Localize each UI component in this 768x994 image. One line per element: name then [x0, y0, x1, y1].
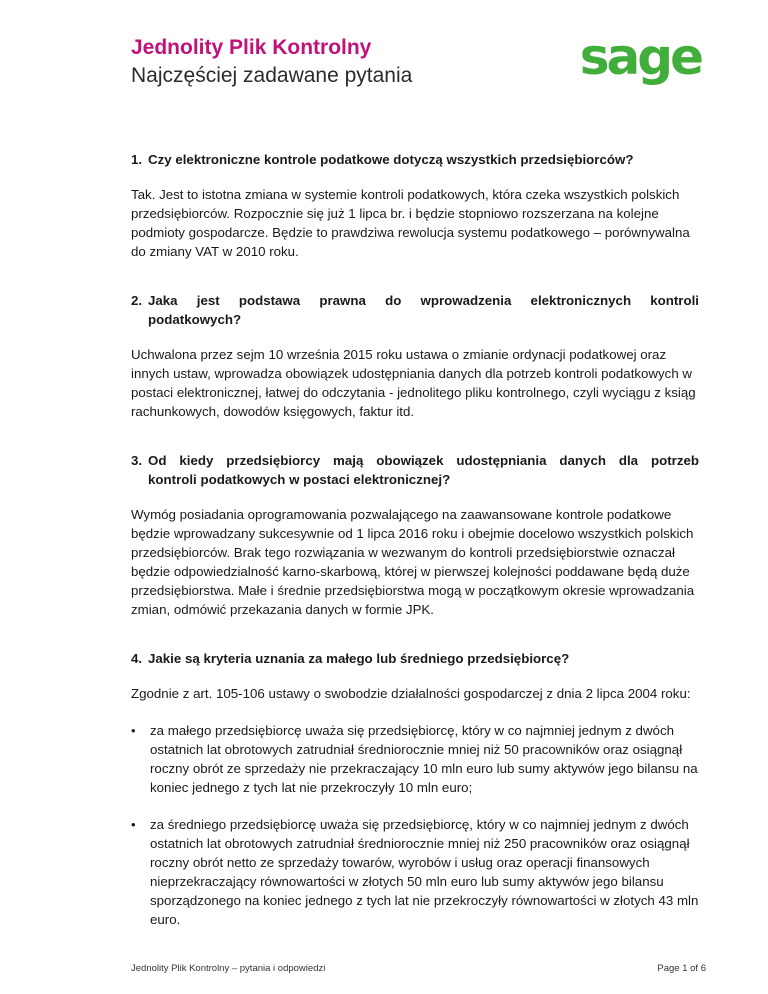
- list-item: [131, 815, 699, 929]
- document-header: [131, 28, 701, 96]
- footer-title: Jednolity Plik Kontrolny – pytania i odpowiedzi: [131, 963, 326, 974]
- bullet-icon: •: [131, 817, 136, 832]
- question-2-text-line2: podatkowych?: [148, 312, 242, 327]
- list-item-text: za średniego przedsiębiorcę uważa się przedsiębiorcę, który w co najmniej jednym z dwóch ostatnich lat obrotowych zatrudniał średniorocznie mniej niż 250 pracowników oraz osiągnął roczny obrót netto ze sprzedaży towarów, wyrobów i usług oraz operacji finansowych nieprzekraczający równowartości w złotych 50 mln euro lub sumy aktywów jego bilansu sporządzonego na koniec jednego z tych lat nie przekroczyły równowartości w złotych 43 mln euro.: [150, 817, 699, 927]
- question-1-number: 1.: [131, 152, 143, 167]
- question-2: [131, 291, 699, 329]
- bullet-icon: •: [131, 723, 136, 738]
- answer-2: Uchwalona przez sejm 10 września 2015 roku ustawa o zmianie ordynacji podatkowej oraz innych ustaw, wprowadza obowiązek udostępniania danych dla potrzeb kontroli podatkowych w postaci elektronicznej, łatwej do odczytania - jednolitego pliku kontrolnego, czyli wyciągu z ksiąg rachunkowych, dowodów księgowych, faktur itd.: [131, 347, 696, 419]
- question-3-number: 3.: [131, 453, 143, 468]
- question-1-text: Czy elektroniczne kontrole podatkowe dotyczą wszystkich przedsiębiorców?: [148, 152, 634, 167]
- question-3: [131, 451, 699, 489]
- answer-3: Wymóg posiadania oprogramowania pozwalającego na zaawansowane kontrole podatkowe będzie wprowadzany sukcesywnie od 1 lipca 2016 roku i obejmie docelowo wszystkich polskich przedsiębiorców. Brak tego rozwiązania w wezwanym do kontroli przedsiębiorstwie oznaczał będzie odpowiedzialność karno-skarbową, której w pierwszej kolejności poddawane będą duże przedsiębiorstwa. Małe i średnie przedsiębiorstwa mogą w początkowym okresie wprowadzania zmian, odmówić przekazania danych w formie JPK.: [131, 507, 695, 617]
- criteria-list: [131, 721, 699, 929]
- question-4: [131, 649, 699, 668]
- question-3-text-line1: Od kiedy przedsiębiorcy mają obowiązek udostępniania danych dla potrzeb: [148, 453, 699, 468]
- list-item: [131, 721, 699, 797]
- faq-content: [131, 150, 699, 947]
- question-3-text-line2: kontroli podatkowych w postaci elektronicznej?: [148, 472, 451, 487]
- answer-4: Zgodnie z art. 105-106 ustawy o swobodzie działalności gospodarczej z dnia 2 lipca 2004 roku:: [131, 686, 691, 701]
- question-2-number: 2.: [131, 293, 143, 308]
- list-item-text: za małego przedsiębiorcę uważa się przedsiębiorcę, który w co najmniej jednym z dwóch ostatnich lat obrotowych zatrudniał średniorocznie mniej niż 50 pracowników oraz osiągnął roczny obrót ze sprzedaży nie przekraczający 10 mln euro lub sumy aktywów jego bilansu na koniec jednego z tych lat nie przekroczyły 10 mln euro;: [150, 723, 698, 795]
- question-1: [131, 150, 699, 169]
- document-subtitle: Najczęściej zadawane pytania: [131, 64, 413, 87]
- question-4-number: 4.: [131, 651, 143, 666]
- document-title: Jednolity Plik Kontrolny: [131, 36, 372, 59]
- page-number: Page 1 of 6: [657, 963, 706, 974]
- answer-1: Tak. Jest to istotna zmiana w systemie kontroli podatkowych, która czeka wszystkich polskich przedsiębiorców. Rozpocznie się już 1 lipca br. i będzie stopniowo rozszerzana na kolejne podmioty gospodarcze. Będzie to prawdziwa rewolucja systemu podatkowego – porównywalna do zmiany VAT w 2010 roku.: [131, 187, 690, 259]
- question-2-text-line1: Jaka jest podstawa prawna do wprowadzenia elektronicznych kontroli: [148, 293, 699, 308]
- question-4-text: Jakie są kryteria uznania za małego lub średniego przedsiębiorcę?: [148, 651, 570, 666]
- sage-logo: sage: [579, 28, 701, 86]
